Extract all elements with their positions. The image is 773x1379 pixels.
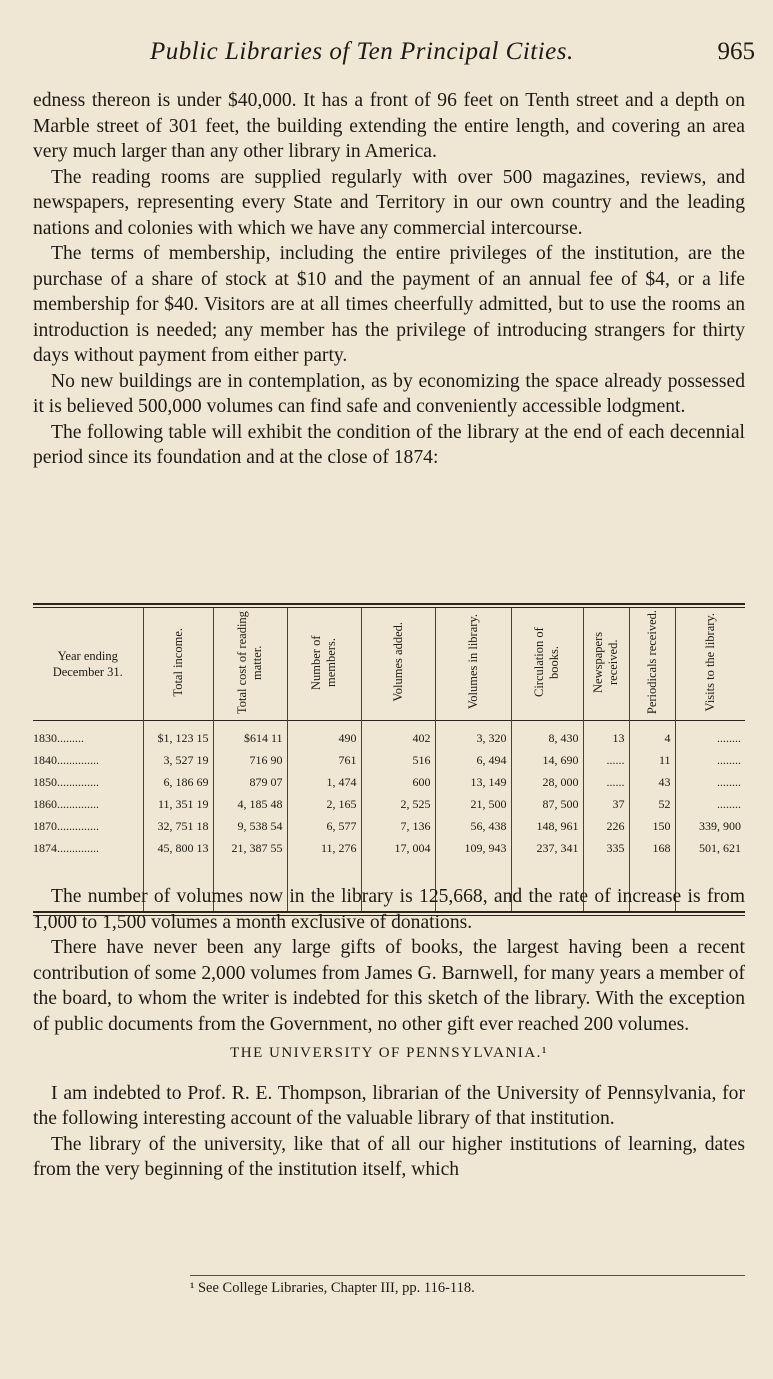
table-cell: 148, 961: [511, 815, 583, 837]
table-cell: 7, 136: [361, 815, 435, 837]
column-header: Number of members.: [287, 608, 361, 721]
table-cell: ........: [675, 727, 745, 749]
table-header-row: [33, 608, 745, 721]
table-cell: 32, 751 18: [143, 815, 213, 837]
table-cell: 150: [629, 815, 675, 837]
table-cell: 402: [361, 727, 435, 749]
column-header: Year ending December 31.: [52, 649, 123, 679]
table-cell: 11: [629, 749, 675, 771]
table-cell: 1874..............: [33, 840, 99, 855]
paragraph: I am indebted to Prof. R. E. Thompson, librarian of the University of Pennsylvania, for the following interesting account of the valuable library of that institution.: [33, 1082, 745, 1129]
table-row: [33, 793, 745, 815]
table-cell: 1860..............: [33, 796, 99, 811]
table-cell: 37: [583, 793, 629, 815]
paragraph: There have never been any large gifts of books, the largest having been a recent contribution of some 2,000 volumes from James G. Barnwell, for many years a member of the board, to whom the writer is indebted for this sketch of the library. With the exception of public documents from the Government, no other gift ever reached 200 volumes.: [33, 937, 745, 1035]
paragraph: The number of volumes now in the library is 125,668, and the rate of increase is from 1,000 to 1,500 volumes a month exclusive of donations.: [33, 886, 745, 933]
column-header: Volumes in library.: [435, 608, 511, 721]
table-cell: 226: [583, 815, 629, 837]
table-cell: 109, 943: [435, 837, 511, 859]
paragraph: The reading rooms are supplied regularly with over 500 magazines, reviews, and newspapers, representing every State and Territory in our own country and the leading nations and colonies with which we have any commercial intercourse.: [33, 166, 745, 239]
table-cell: 879 07: [213, 771, 287, 793]
paragraph: The following table will exhibit the condition of the library at the end of each decennial period since its foundation and at the close of 1874:: [33, 421, 745, 468]
table-cell: 600: [361, 771, 435, 793]
body-text-bottom: [33, 884, 745, 1183]
paragraph: No new buildings are in contemplation, as by economizing the space already possessed it is believed 500,000 volumes can find safe and conveniently accessible lodgment.: [33, 370, 745, 417]
table-cell: 43: [629, 771, 675, 793]
column-header: Circulation of books.: [511, 608, 583, 721]
footnote: ¹ See College Libraries, Chapter III, pp. 116-118.: [190, 1280, 475, 1296]
table-cell: 45, 800 13: [143, 837, 213, 859]
table-row: [33, 727, 745, 749]
table-row: [33, 815, 745, 837]
table-cell: 11, 276: [287, 837, 361, 859]
table-cell: 14, 690: [511, 749, 583, 771]
statistics-table: [33, 603, 745, 916]
table-cell: ........: [675, 793, 745, 815]
table-cell: 4: [629, 727, 675, 749]
table-cell: 6, 577: [287, 815, 361, 837]
paragraph: The library of the university, like that of all our higher institutions of learning, dates from the very beginning of the institution itself, which: [33, 1133, 745, 1180]
column-header: Total income.: [143, 608, 213, 721]
table-cell: 335: [583, 837, 629, 859]
table-cell: 8, 430: [511, 727, 583, 749]
table-cell: 761: [287, 749, 361, 771]
table-cell: 237, 341: [511, 837, 583, 859]
table-cell: 716 90: [213, 749, 287, 771]
table-cell: 13, 149: [435, 771, 511, 793]
table-cell: 1, 474: [287, 771, 361, 793]
table-cell: 168: [629, 837, 675, 859]
table-cell: 21, 500: [435, 793, 511, 815]
paragraph: The terms of membership, including the entire privileges of the institution, are the purchase of a share of stock at $10 and the payment of an annual fee of $4, or a life membership for $40. Visitors are at all times cheerfully admitted, but to use the rooms an introduction is needed; any member has the privilege of introducing strangers for thirty days without payment from either party.: [33, 243, 745, 366]
table-cell: 501, 621: [675, 837, 745, 859]
section-heading: THE UNIVERSITY OF PENNSYLVANIA.¹: [230, 1045, 548, 1061]
column-header: Volumes added.: [361, 608, 435, 721]
table-cell: 490: [287, 727, 361, 749]
table-cell: 516: [361, 749, 435, 771]
table-cell: 339, 900: [675, 815, 745, 837]
body-text-top: [33, 88, 745, 471]
table-cell: $614 11: [213, 727, 287, 749]
table-cell: 1850..............: [33, 774, 99, 789]
table-cell: $1, 123 15: [143, 727, 213, 749]
table-cell: 6, 186 69: [143, 771, 213, 793]
table-cell: 21, 387 55: [213, 837, 287, 859]
table-cell: 13: [583, 727, 629, 749]
column-header: Total cost of reading matter.: [213, 608, 287, 721]
table-cell: 3, 320: [435, 727, 511, 749]
table-row: [33, 771, 745, 793]
table-cell: ........: [675, 771, 745, 793]
table-cell: 2, 165: [287, 793, 361, 815]
table-cell: 3, 527 19: [143, 749, 213, 771]
page-header: [0, 38, 773, 78]
page-number: 965: [717, 38, 755, 65]
table-cell: 4, 185 48: [213, 793, 287, 815]
table-cell: 87, 500: [511, 793, 583, 815]
table-cell: ......: [583, 749, 629, 771]
paragraph: edness thereon is under $40,000. It has a front of 96 feet on Tenth street and a depth on Marble street of 301 feet, the building extending the entire length, and covering an area very much larger than any other library in America.: [33, 90, 745, 162]
table-cell: 17, 004: [361, 837, 435, 859]
table-cell: ......: [583, 771, 629, 793]
table-cell: 52: [629, 793, 675, 815]
table-cell: 1840..............: [33, 752, 99, 767]
table-cell: 2, 525: [361, 793, 435, 815]
table-cell: 1830.........: [33, 730, 84, 745]
table-cell: 28, 000: [511, 771, 583, 793]
column-header: Newspapers received.: [583, 608, 629, 721]
column-header: Visits to the library.: [675, 608, 745, 721]
column-header: Periodicals received.: [629, 608, 675, 721]
footnote-rule: [190, 1275, 745, 1276]
table-row: [33, 749, 745, 771]
table-cell: 9, 538 54: [213, 815, 287, 837]
running-title: Public Libraries of Ten Principal Cities.: [150, 38, 574, 65]
table-cell: 56, 438: [435, 815, 511, 837]
table-row: [33, 837, 745, 859]
table-cell: 6, 494: [435, 749, 511, 771]
table-cell: 1870..............: [33, 818, 99, 833]
table-cell: ........: [675, 749, 745, 771]
table-cell: 11, 351 19: [143, 793, 213, 815]
